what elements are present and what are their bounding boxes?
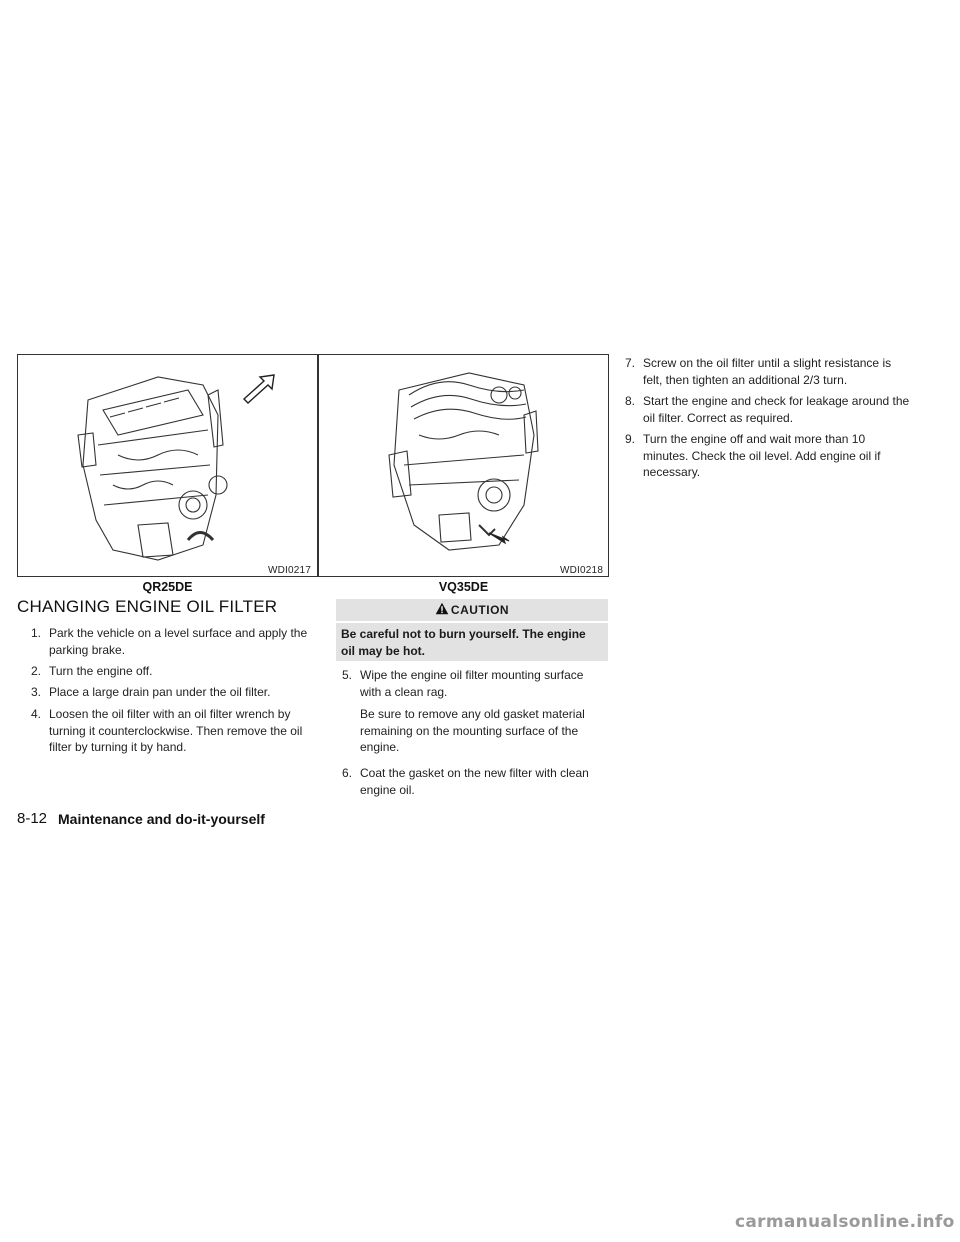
step-1 — [31, 625, 319, 658]
caution-title: CAUTION — [450, 603, 510, 617]
figure-caption-vq35de: VQ35DE — [438, 580, 489, 594]
step-text: Place a large drain pan under the oil filter. — [49, 685, 271, 699]
step-number: 5. — [342, 668, 353, 682]
page-number: 8-12 — [17, 810, 48, 827]
step-text: Turn the engine off. — [49, 664, 153, 678]
step-text: Coat the gasket on the new filter with clean engine oil. — [360, 766, 589, 797]
step-2 — [31, 663, 319, 680]
step-number: 7. — [625, 356, 636, 370]
watermark: carmanualsonline.info — [735, 1212, 955, 1232]
arrow-icon — [244, 375, 274, 403]
step-text: Turn the engine off and wait more than 10 minutes. Check the oil level. Add engine oil if necessary. — [643, 432, 881, 479]
step-number: 2. — [31, 664, 42, 678]
step-8 — [625, 393, 911, 426]
step-number: 3. — [31, 685, 42, 699]
step-text: Park the vehicle on a level surface and apply the parking brake. — [49, 626, 308, 657]
step-5 — [342, 667, 608, 756]
caution-header — [336, 599, 608, 621]
engine-illustration-vq35de — [319, 355, 608, 576]
engine-illustration-qr25de — [18, 355, 317, 576]
figure-code-wdi0218: WDI0218 — [560, 565, 604, 576]
step-text: Start the engine and check for leakage around the oil filter. Correct as required. — [643, 394, 910, 425]
step-text: Loosen the oil filter with an oil filter wrench by turning it counterclockwise. Then remove the oil filter by turning it by hand. — [49, 707, 303, 754]
figure-qr25de — [17, 354, 318, 577]
section-heading: CHANGING ENGINE OIL FILTER — [17, 597, 278, 616]
step-note: Be sure to remove any old gasket material remaining on the mounting surface of the engine. — [360, 707, 585, 754]
step-number: 9. — [625, 432, 636, 446]
figure-code-wdi0217: WDI0217 — [268, 565, 312, 576]
step-text: Wipe the engine oil filter mounting surface with a clean rag. — [360, 668, 584, 699]
step-number: 1. — [31, 626, 42, 640]
step-3 — [31, 684, 319, 701]
caution-triangle-icon — [435, 600, 449, 622]
step-9 — [625, 431, 911, 481]
step-text: Screw on the oil filter until a slight resistance is felt, then tighten an additional 2/3 turn. — [643, 356, 892, 387]
chapter-title: Maintenance and do-it-yourself — [58, 811, 265, 827]
step-number: 6. — [342, 766, 353, 780]
step-7 — [625, 355, 911, 388]
step-number: 4. — [31, 707, 42, 721]
caution-text: Be careful not to burn yourself. The engine oil may be hot. — [336, 623, 608, 661]
figure-vq35de — [318, 354, 609, 577]
step-number: 8. — [625, 394, 636, 408]
figure-caption-qr25de: QR25DE — [142, 580, 193, 594]
step-6 — [342, 765, 608, 798]
step-4 — [31, 706, 319, 756]
